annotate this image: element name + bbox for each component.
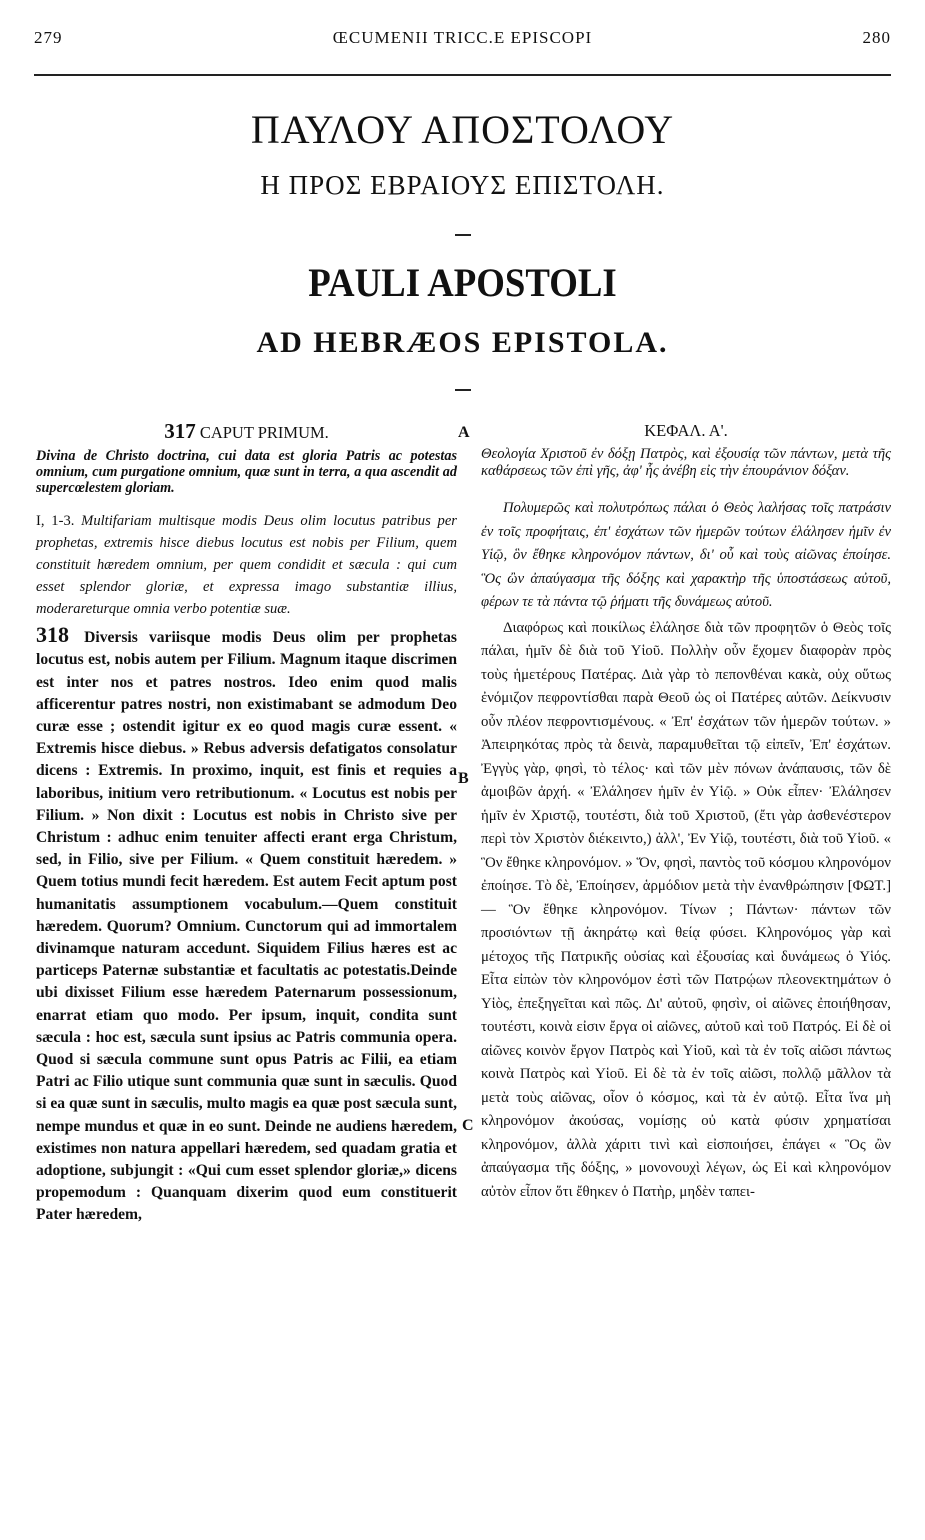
title-divider <box>455 234 471 236</box>
page-number-right: 280 <box>862 28 891 47</box>
margin-marker-a: A <box>458 424 470 441</box>
margin-marker-b: B <box>458 770 469 787</box>
latin-commentary-text: Diversis variisque modis Deus olim per prophetas locutus est, nobis autem per Filium. Magnum itaque discrimen est inter nos et patres nostros. Ideo enim quod malis afficerentur patres nostri, non existimabant se admodum Deo curæ esse ; ostendit igitur ex eo quod magis curæ essent. « Extremis hisce diebus. » Rebus adversis defatigatos consolatur dicens : Extremis. In proximo, inquit, est finis et requies a laboribus, initium vero retributionum. « Locutus est nobis per Filium. » Non dixit : Locutus est nobis in Christo sive per Christum : adhuc enim tenuiter affecti erant erga Christum, sed, in Filio, sive per Filium. « Quem constituit hæredem. » Quem totius mundi fecit hæredem. Est autem Fecit aptum post humanitatis assumptionem vocabulum.—Quem constituit hæredem. Quorum? Omnium. Cunctorum qui ad immortalem divinamque naturam accedunt. Siquidem Filius hæres est ac particeps Paternæ substantiæ et facultatis ac potestatis.Deinde ubi dixisset Filium esse hæredem Paternarum possessionum, enarrat etiam quo modo. Per ipsum, inquit, condita sunt sæcula : hoc est, sæcula sunt ipsius ac Patris communia opera. Quod si sæcula commune sunt opus Patris ac Filii, ea etiam Patri ac Filio utique sunt communia quæ sunt in sæculis. Quod si ea quæ sunt in sæculis, multo magis ea quæ post sæcula sunt, nempe mundus et quæ in eo sunt. Deinde ne audiens hæredem, existimes non natura appellari hæredem, sed quadam gratia et adoptione, subjungit : «Qui cum esset splendor gloriæ,» dicens propemodum : Quanquam dixerim quod eum constituerit Pater hæredem, <box>36 629 457 1224</box>
latin-chapter-heading <box>36 420 457 444</box>
latin-column <box>36 420 457 1227</box>
latin-subtitle: AD HEBRÆOS EPISTOLA. <box>256 326 669 359</box>
column-number: 317 <box>164 419 196 443</box>
header-rule <box>34 74 891 76</box>
greek-chapter-heading: ΚΕΦΑΛ. Α'. <box>644 421 728 440</box>
column-number: 318 <box>36 622 69 648</box>
greek-column <box>481 420 891 1204</box>
greek-commentary: Διαφόρως καὶ ποικίλως ἐλάλησε διὰ τῶν προφητῶν ὁ Θεὸς τοῖς πάλαι, ἡμῖν δὲ διὰ τοῦ Υἱοῦ. Πολλὴν οὖν ἔχομεν διαφορὰν πρὸς τοὺς ἡμετέρους Πατέρας. Διὰ γὰρ τὸ πεπονθέναι κακὰ, οὐχ οὕτως ἐνόμιζον πεφροντίσθαι παρὰ Θεοῦ ὡς οἱ Πατέρες αὐτῶν. Δείκνυσιν οὖν πλέον πεφροντισμένους. « Ἐπ' ἐσχάτων τῶν ἡμερῶν τούτων. » Ἀπειρηκότας πρὸς τὰ δεινὰ, παραμυθεῖται τῷ εἰπεῖν, Ἐπ' ἐσχάτων. Ἐγγὺς γὰρ, φησὶ, τὸ τέλος· καὶ τῶν μὲν πόνων ἀνάπαυσις, τῶν δὲ ἀμοιβῶν ἀρχή. « Ἐλάλησεν ἡμῖν ἐν Υἱῷ. » Οὐκ εἶπεν· Ἐλάλησεν ἡμῖν ἐν Χριστῷ, τουτέστι, διὰ τοῦ Χριστοῦ, (ἔτι γὰρ ἀσθενέστερον περὶ τὸν Χριστὸν διέκειντο,) ἀλλ', Ἐν Υἱῷ, τουτέστι, διὰ τοῦ Υἱοῦ. « Ὃν ἔθηκε κληρονόμον. » Ὅν, φησὶ, παντὸς τοῦ κόσμου κληρονόμον ἐποίησε. Τὸ δὲ, Ἐποίησεν, ἁρμόδιον μετὰ τὴν ἐνανθρώπησιν [ΦΩΤ.] — Ὃν ἔθηκε κληρονόμον. Τίνων ; Πάντων· πάντων τῶν προσιόντων τῇ ἀκηράτῳ καὶ θείᾳ φύσει. Κληρονόμος γὰρ καὶ μέτοχος τῆς Πατρικῆς οὐσίας καὶ ἐξουσίας καὶ δυνάμεως ὁ Υἱός. Εἶτα εἰπὼν τὸν κληρονόμον ἐστὶ τῶν Πατρῴων πλεονεκτημάτων ὁ Υἱὸς, ἐπεξηγεῖται καὶ πῶς. Δι' αὐτοῦ, φησὶν, οἱ αἰῶνες ἐποιήθησαν, τουτέστι, κοινὰ εἰσιν ἔργα οἱ αἰῶνες, αὐτοῦ καὶ τοῦ Πατρός. Εἰ δὲ οἱ αἰῶνες κοινὸν ἔργον Πατρὸς καὶ Υἱοῦ, καὶ τὰ ἐν τοῖς αἰῶσι πάντως κοινὰ Πατρὸς καὶ Υἱοῦ. Εἰ δὲ τὰ ἐν τοῖς αἰῶσι, πολλῷ μᾶλλον τὰ μετὰ τοὺς αἰῶνας, οἷον ὁ κόσμος, καὶ τὰ ἐν αὐτῷ. Εἶτα ἵνα μὴ κληρονόμον ἀκούσας, νομίσῃς οὐ κατὰ φύσιν χρηματίσαι κληρονόμον, ἀλλὰ χάριτι τινὶ καὶ εἰσποιήσει, ἐπάγει « Ὃς ὢν ἀπαύγασμα τῆς δόξης, » μονονουχὶ λέγων, ὡς Εἰ καὶ κληρονόμον αὐτὸν εἶπον ὅτι ἔθηκεν ὁ Πατὴρ, μηδὲν ταπει- <box>481 619 891 1200</box>
title-divider <box>455 389 471 391</box>
margin-marker-c: C <box>462 1117 474 1134</box>
latin-chapter-summary: Divina de Christo doctrina, cui data est gloria Patris ac potestas omnium, cum purgatione omnium, quæ sunt in terra, a qua ascendit ad supercœlestem gloriam. <box>36 448 457 497</box>
latin-verse-text: Multifariam multisque modis Deus olim locutus patribus per prophetas, extremis hisce diebus locutus est nobis per Filium, quem constituit hæredem omnium, per quem condidit et sæcula : qui cum esset splendor gloriæ, et expressa imago substantiæ illius, moderareturque omnia verbo potentiæ suæ. <box>36 513 457 618</box>
latin-commentary <box>36 624 457 1226</box>
latin-main-title: PAULI APOSTOLI <box>308 260 617 305</box>
greek-chapter-summary: Θεολογία Χριστοῦ ἐν δόξῃ Πατρὸς, καὶ ἐξουσίᾳ τῶν πάντων, μετὰ τῆς καθάρσεως τῶν ἐπὶ γῆς, ἀφ' ἧς ἀνέβη εἰς τὴν ἐπουράνιον δόξαν. <box>481 446 891 480</box>
running-header <box>34 28 891 52</box>
latin-verse <box>36 510 457 620</box>
greek-verse: Πολυμερῶς καὶ πολυτρόπως πάλαι ὁ Θεὸς λαλήσας τοῖς πατράσιν ἐν τοῖς προφήταις, ἐπ' ἐσχάτων τῶν ἡμερῶν τούτων ἐλάλησεν ἡμῖν ἐν Υἱῷ, ὃν ἔθηκε κληρονόμον πάντων, δι' οὗ καὶ τοὺς αἰῶνας ἐποίησε. Ὃς ὢν ἀπαύγασμα τῆς δόξης καὶ χαρακτὴρ τῆς ὑποστάσεως αὐτοῦ, φέρων τε τὰ πάντα τῷ ῥήματι τῆς δυνάμεως αὐτοῦ. <box>481 500 891 611</box>
verse-reference: I, 1-3. <box>36 513 75 530</box>
caput-label: CAPUT PRIMUM. <box>199 423 329 442</box>
running-title: ŒCUMENII TRICC.E EPISCOPI <box>332 28 593 47</box>
greek-subtitle: Η ΠΡΟΣ ΕΒΡΑΙΟΥΣ ΕΠΙΣΤΟΛΗ. <box>260 170 665 200</box>
greek-main-title: ΠΑΥΛΟΥ ΑΠΟΣΤΟΛΟΥ <box>250 107 675 152</box>
page-number-left: 279 <box>34 28 63 47</box>
